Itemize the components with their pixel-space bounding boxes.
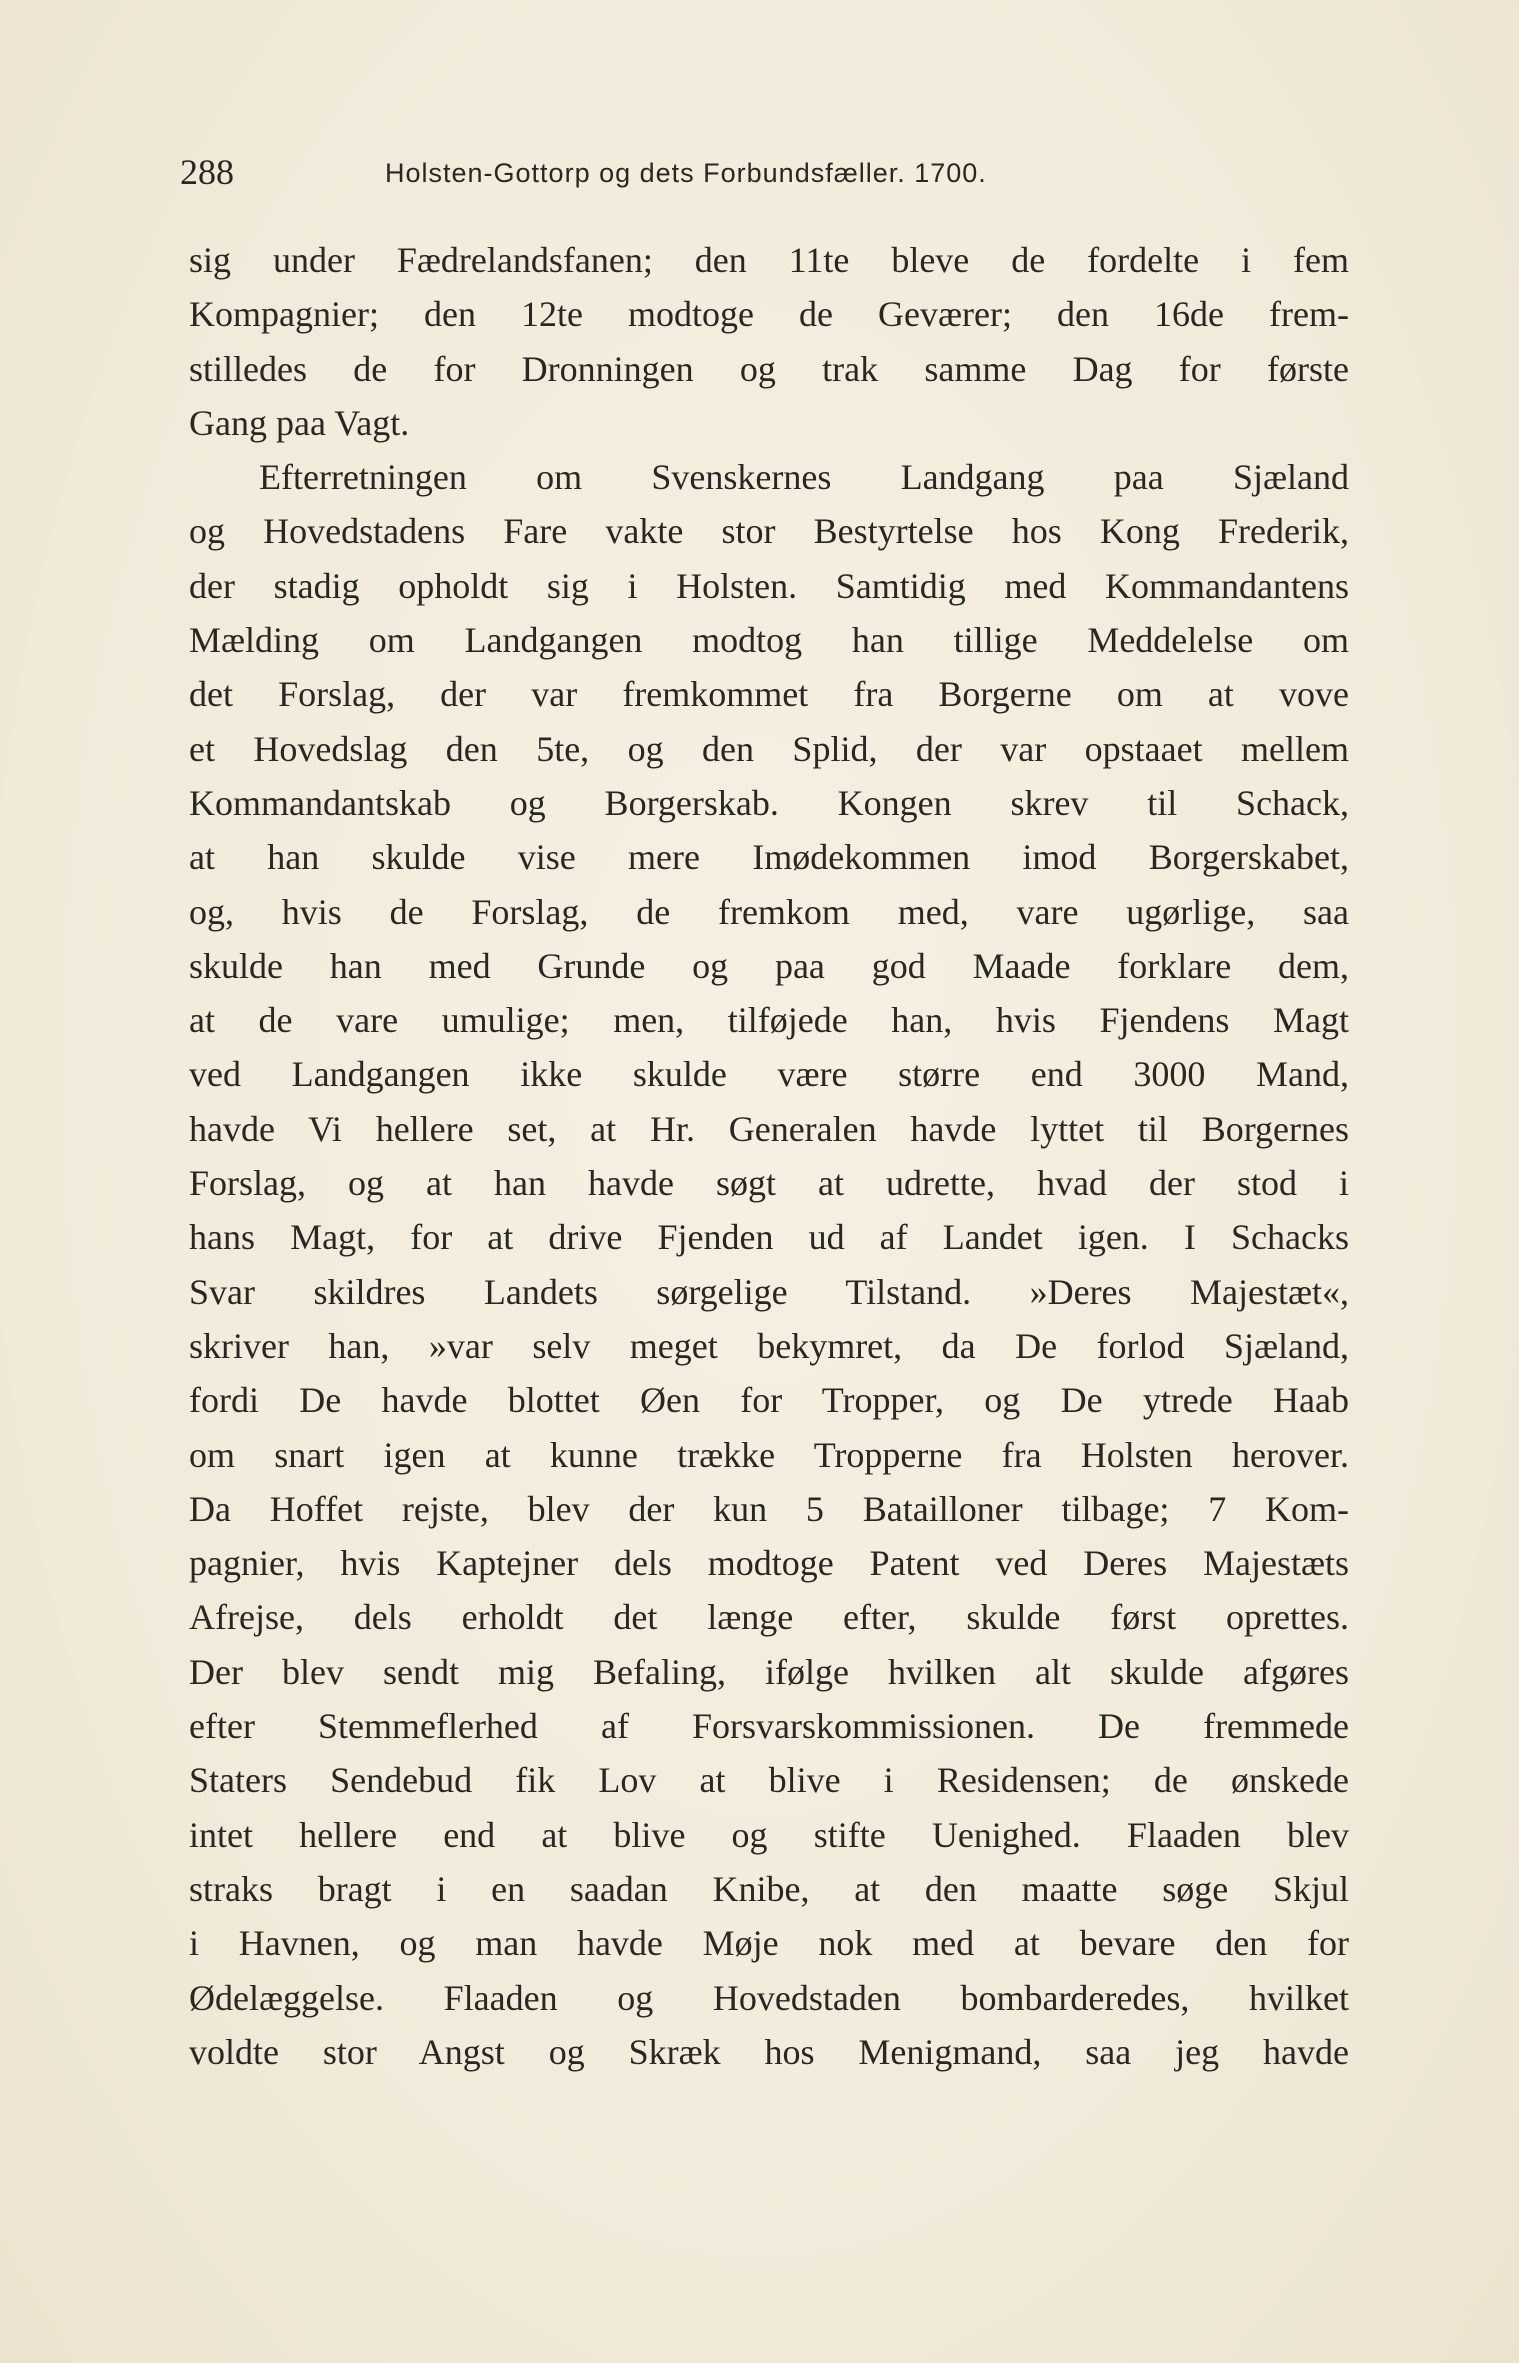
text-line: sig under Fædrelandsfanen; den 11te bleve de fordelte i fem [189,240,1349,280]
text-line: der stadig opholdt sig i Holsten. Samtidig med Kommandantens [189,565,1349,606]
text-line: Forslag, og at han havde søgt at udrette, hvad der stod i [189,1163,1349,1204]
page-header [180,150,1345,194]
text-line: efter Stemmeflerhed af Forsvarskommissionen. De fremmede [189,1706,1349,1747]
text-line: hans Magt, for at drive Fjenden ud af Landet igen. I Schacks [189,1217,1349,1258]
text-line: at han skulde vise mere Imødekommen imod Borgerskabet, [189,837,1349,878]
text-line: Kompagnier; den 12te modtoge de Geværer; den 16de frem- [189,294,1349,335]
text-line: det Forslag, der var fremkommet fra Borgerne om at vove [189,674,1349,715]
text-line: Ødelæggelse. Flaaden og Hovedstaden bombarderedes, hvilket [189,1977,1349,2018]
page-number: 288 [180,152,234,192]
text-line: et Hovedslag den 5te, og den Splid, der var opstaaet mellem [189,728,1349,769]
text-line: Gang paa Vagt. [189,402,410,443]
text-line: at de vare umulige; men, tilføjede han, hvis Fjendens Magt [189,1000,1349,1041]
text-line: om snart igen at kunne trække Tropperne fra Holsten herover. [189,1434,1349,1475]
running-title: Holsten-Gottorp og dets Forbundsfæller. 1700. [385,158,987,188]
text-line: voldte stor Angst og Skræk hos Menigmand, saa jeg havde [189,2031,1349,2072]
text-line: fordi De havde blottet Øen for Tropper, og De ytrede Haab [189,1380,1349,1421]
text-line: Da Hoffet rejste, blev der kun 5 Batailloner tilbage; 7 Kom- [189,1488,1349,1529]
text-line: Kommandantskab og Borgerskab. Kongen skrev til Schack, [189,782,1349,823]
text-line: Staters Sendebud fik Lov at blive i Residensen; de ønskede [189,1760,1349,1801]
text-line: skriver han, »var selv meget bekymret, da De forlod Sjæland, [189,1325,1349,1366]
text-line: Afrejse, dels erholdt det længe efter, skulde først oprettes. [189,1597,1349,1638]
text-line: Efterretningen om Svenskernes Landgang paa Sjæland [259,457,1349,498]
text-line: i Havnen, og man havde Møje nok med at bevare den for [189,1923,1349,1964]
text-line: straks bragt i en saadan Knibe, at den maatte søge Skjul [189,1868,1349,1909]
text-line: og Hovedstadens Fare vakte stor Bestyrtelse hos Kong Frederik, [189,511,1349,552]
text-line: pagnier, hvis Kaptejner dels modtoge Patent ved Deres Majestæts [189,1543,1349,1584]
body-text [189,233,1349,2079]
text-line: Der blev sendt mig Befaling, ifølge hvilken alt skulde afgøres [189,1651,1349,1692]
text-line: intet hellere end at blive og stifte Uenighed. Flaaden blev [189,1814,1349,1855]
text-line: Svar skildres Landets sørgelige Tilstand. »Deres Majestæt«, [189,1271,1349,1312]
text-line: skulde han med Grunde og paa god Maade forklare dem, [189,945,1349,986]
text-line: stilledes de for Dronningen og trak samme Dag for første [189,348,1349,389]
text-line: Mælding om Landgangen modtog han tillige Meddelelse om [189,620,1349,661]
text-line: havde Vi hellere set, at Hr. Generalen havde lyttet til Borgernes [189,1108,1349,1149]
text-line: ved Landgangen ikke skulde være større end 3000 Mand, [189,1054,1349,1095]
text-line: og, hvis de Forslag, de fremkom med, vare ugørlige, saa [189,891,1349,932]
